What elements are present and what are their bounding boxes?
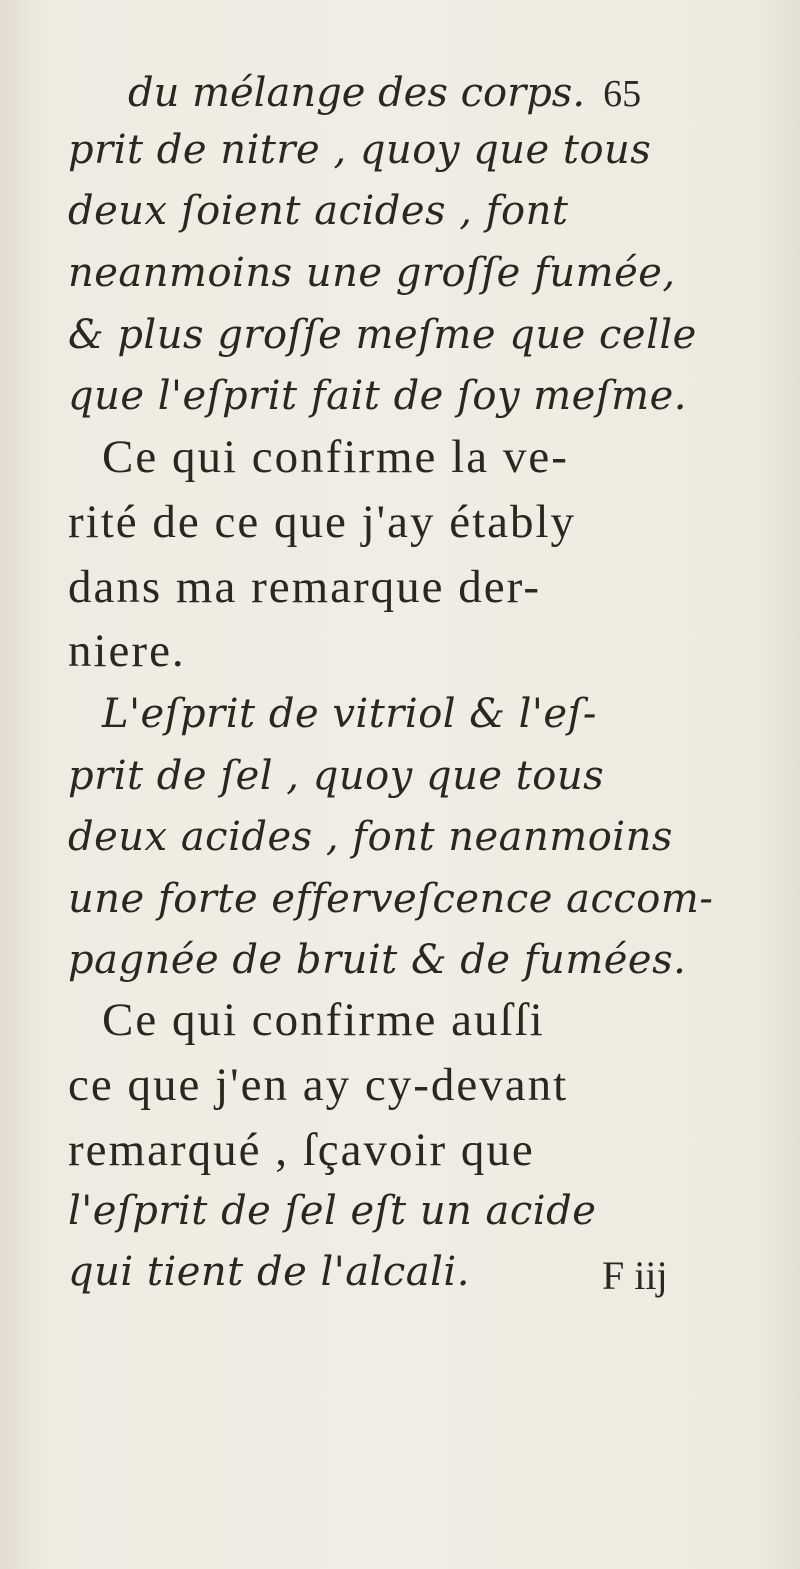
text-line: une forte efferveſcence accom- [68,876,714,922]
text-line: l'eſprit de ſel eſt un acide [68,1188,597,1234]
text-line: prit de ſel , quoy que tous [68,753,605,799]
text-line: neanmoins une groſſe fumée, [68,250,676,296]
text-line: que l'eſprit fait de ſoy meſme. [68,373,687,419]
text-line: deux ſoient acides , font [68,188,569,234]
text-line: dans ma remarque der- [68,561,541,613]
text-line: Ce qui confirme la ve- [102,431,569,483]
text-line: deux acides , font neanmoins [68,814,673,860]
text-line: Ce qui confirme auſſi [102,994,545,1046]
text-line: prit de nitre , quoy que tous [68,127,652,173]
text-line: remarqué , ſçavoir que [68,1124,535,1176]
text-line: ce que j'en ay cy-devant [68,1059,569,1111]
running-title: du mélange des corps. [128,70,586,116]
text-line: rité de ce que j'ay étably [68,496,577,548]
text-line: niere. [68,625,186,677]
text-line: & plus groſſe meſme que celle [68,312,697,358]
running-header [128,70,641,116]
signature-mark: F iij [602,1253,668,1298]
text-line: qui tient de l'alcali. [68,1249,470,1295]
text-line: pagnée de bruit & de fumées. [68,937,687,983]
page-number: 65 [603,73,642,115]
text-line: L'eſprit de vitriol & l'eſ- [102,691,597,737]
